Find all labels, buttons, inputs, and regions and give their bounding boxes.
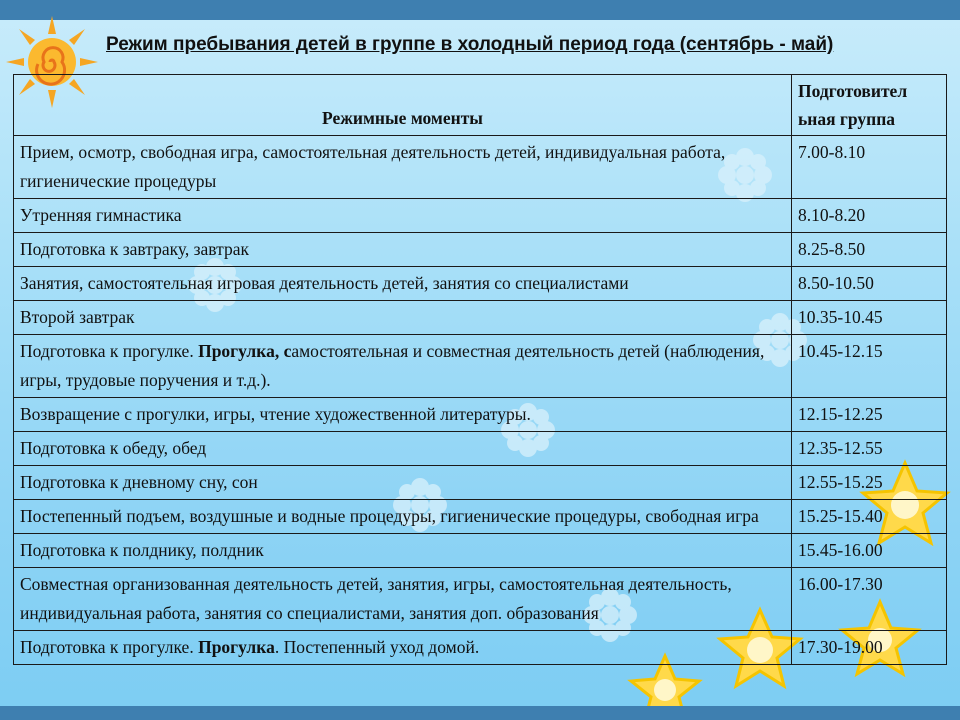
column-header-group-line2: ьная группа bbox=[798, 109, 896, 129]
time-cell: 12.35-12.55 bbox=[792, 432, 947, 466]
table-row bbox=[14, 199, 947, 233]
activity-text: Подготовка к прогулке. bbox=[20, 341, 199, 361]
activity-cell: Постепенный подъем, воздушные и водные процедуры, гигиенические процедуры, свободная игра bbox=[14, 500, 792, 534]
time-cell: 16.00-17.30 bbox=[792, 568, 947, 631]
table-row bbox=[14, 534, 947, 568]
table-header-row bbox=[14, 75, 947, 136]
table-row bbox=[14, 432, 947, 466]
activity-cell bbox=[14, 335, 792, 398]
activity-cell: Утренняя гимнастика bbox=[14, 199, 792, 233]
table-row bbox=[14, 233, 947, 267]
time-cell: 15.25-15.40 bbox=[792, 500, 947, 534]
table-row bbox=[14, 631, 947, 665]
table-row bbox=[14, 335, 947, 398]
activity-cell: Занятия, самостоятельная игровая деятельность детей, занятия со специалистами bbox=[14, 267, 792, 301]
time-cell: 10.35-10.45 bbox=[792, 301, 947, 335]
time-cell: 12.55-15.25 bbox=[792, 466, 947, 500]
time-cell: 15.45-16.00 bbox=[792, 534, 947, 568]
activity-cell: Подготовка к обеду, обед bbox=[14, 432, 792, 466]
activity-cell: Прием, осмотр, свободная игра, самостоятельная деятельность детей, индивидуальная работа, гигиенические процедуры bbox=[14, 136, 792, 199]
column-header-group bbox=[792, 75, 947, 136]
time-cell: 12.15-12.25 bbox=[792, 398, 947, 432]
activity-text: Подготовка к прогулке. bbox=[20, 637, 199, 657]
activity-cell: Подготовка к завтраку, завтрак bbox=[14, 233, 792, 267]
time-cell: 17.30-19.00 bbox=[792, 631, 947, 665]
time-cell: 7.00-8.10 bbox=[792, 136, 947, 199]
activity-cell bbox=[14, 631, 792, 665]
activity-emphasis: Прогулка, с bbox=[198, 341, 292, 361]
activity-text: . Постепенный уход домой. bbox=[274, 637, 480, 657]
activity-text: амостоятельная и совместная деятельность детей (наблюдения, игры, трудовые поручения и т.д.). bbox=[20, 341, 765, 390]
activity-cell: Возвращение с прогулки, игры, чтение художественной литературы. bbox=[14, 398, 792, 432]
activity-emphasis: Прогулка bbox=[198, 637, 275, 657]
bottom-banner-bar bbox=[0, 706, 960, 720]
table-row bbox=[14, 267, 947, 301]
activity-cell: Подготовка к дневному сну, сон bbox=[14, 466, 792, 500]
activity-cell: Подготовка к полднику, полдник bbox=[14, 534, 792, 568]
activity-cell: Второй завтрак bbox=[14, 301, 792, 335]
table-row bbox=[14, 398, 947, 432]
table-row bbox=[14, 568, 947, 631]
schedule-table bbox=[13, 74, 947, 665]
time-cell: 8.25-8.50 bbox=[792, 233, 947, 267]
time-cell: 8.10-8.20 bbox=[792, 199, 947, 233]
table-row bbox=[14, 136, 947, 199]
column-header-group-line1: Подготовител bbox=[798, 81, 908, 101]
table-row bbox=[14, 500, 947, 534]
table-row bbox=[14, 466, 947, 500]
column-header-moments: Режимные моменты bbox=[14, 75, 792, 136]
time-cell: 10.45-12.15 bbox=[792, 335, 947, 398]
page-title: Режим пребывания детей в группе в холодный период года (сентябрь - май) bbox=[106, 34, 834, 55]
table-row bbox=[14, 301, 947, 335]
activity-cell: Совместная организованная деятельность детей, занятия, игры, самостоятельная деятельность, индивидуальная работа, занятия со специалистами, занятия доп. образования bbox=[14, 568, 792, 631]
time-cell: 8.50-10.50 bbox=[792, 267, 947, 301]
